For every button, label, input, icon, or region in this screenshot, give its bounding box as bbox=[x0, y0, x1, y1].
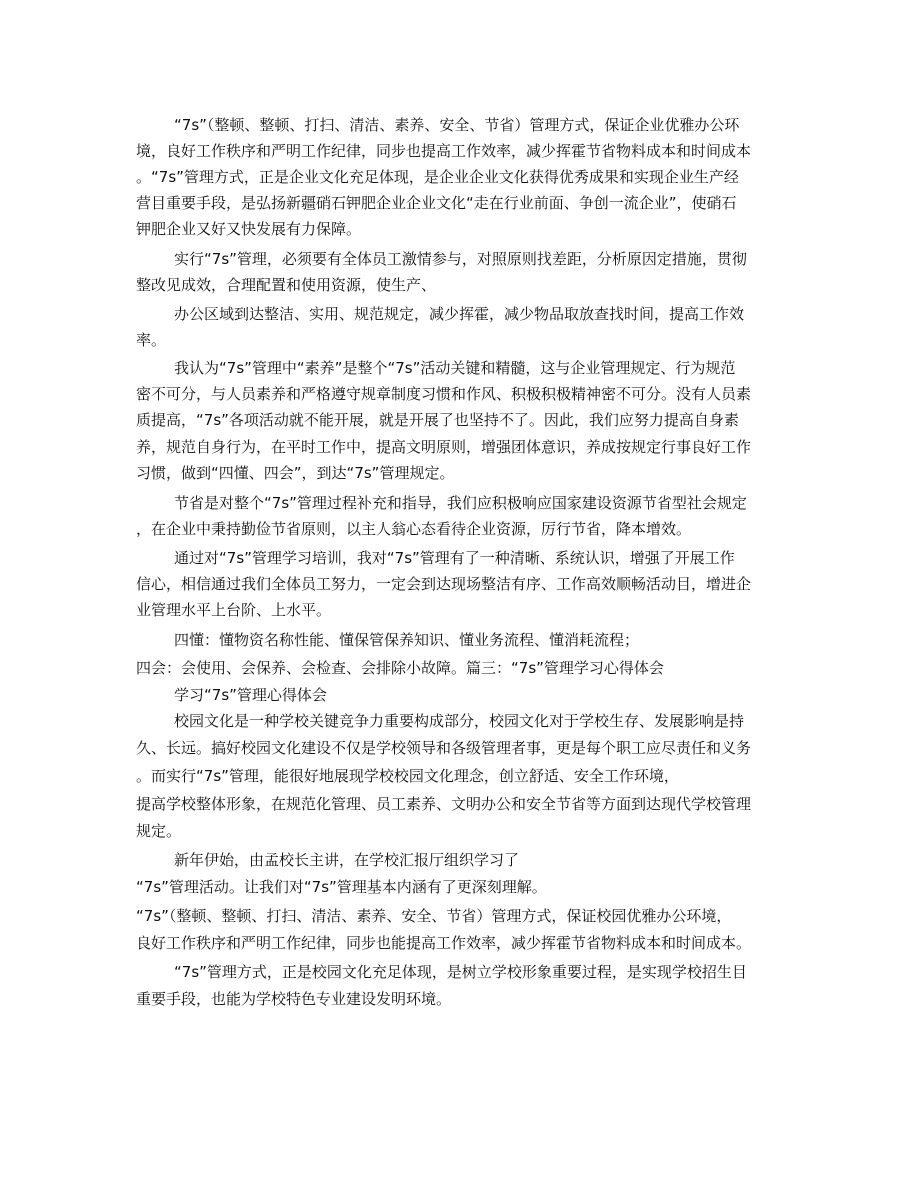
text-line: 办公区域到达整洁、实用、规范规定，减少挥霍，减少物品取放查找时间，提高工作效 bbox=[174, 305, 745, 323]
text-line: 业管理水平上台阶、上水平。 bbox=[136, 601, 332, 619]
text-line: 信心，相信通过我们全体员工努力，一定会到达现场整洁有序、工作高效顺畅活动目，增进企 bbox=[136, 575, 752, 593]
text-line: 通过对“7s”管理学习培训，我对“7s”管理有了一种清晰、系统认识，增强了开展工作 bbox=[174, 549, 735, 567]
text-line: 规定。 bbox=[136, 822, 182, 840]
text-line: “7s”管理方式，正是校园文化充足体现，是树立学校形象重要过程，是实现学校招生目 bbox=[174, 963, 747, 981]
text-line: “7s”管理活动。让我们对“7s”管理基本内涵有了更深刻理解。 bbox=[136, 878, 547, 896]
text-line: 四懂：懂物资名称性能、懂保管保养知识、懂业务流程、懂消耗流程； bbox=[174, 631, 640, 649]
section-heading: 学习“7s”管理心得体会 bbox=[174, 686, 327, 704]
text-line: 境，良好工作秩序和严明工作纪律，同步也提高工作效率，减少挥霍节省物料成本和时间成本 bbox=[136, 142, 752, 160]
text-line: 养，规范自身行为，在平时工作中，提高文明原则，增强团体意识，养成按规定行事良好工作 bbox=[136, 438, 752, 456]
text-line: 久、长远。搞好校园文化建设不仅是学校领导和各级管理者事，更是每个职工应尽责任和义务 bbox=[136, 739, 752, 757]
text-line: 习惯，做到“四懂、四会”，到达“7s”管理规定。 bbox=[136, 464, 455, 482]
text-line: “7s”（整顿、整顿、打扫、清洁、素养、安全、节省）管理方式，保证企业优雅办公环 bbox=[174, 116, 740, 134]
text-line: 良好工作秩序和严明工作纪律，同步也能提高工作效率，减少挥霍节省物料成本和时间成本。 bbox=[136, 934, 752, 952]
text-line: 重要手段，也能为学校特色专业建设发明环境。 bbox=[136, 990, 452, 1008]
text-line: 四会：会使用、会保养、会检查、会排除小故障。篇三：“7s”管理学习心得体会 bbox=[136, 659, 664, 677]
text-line: 实行“7s”管理，必须要有全体员工激情参与，对照原则找差距，分析原因定措施，贯彻 bbox=[174, 250, 747, 268]
text-line: 提高学校整体形象，在规范化管理、员工素养、文明办公和安全节省等方面到达现代学校管理 bbox=[136, 795, 752, 813]
text-line: 我认为“7s”管理中“素养”是整个“7s”活动关键和精髓，这与企业管理规定、行为规范 bbox=[174, 359, 736, 377]
text-line: ，在企业中秉持勤俭节省原则，以主人翁心态看待企业资源，厉行节省，降本增效。 bbox=[136, 520, 692, 538]
text-line: 营目重要手段，是弘扬新疆硝石钾肥企业企业文化“走在行业前面、争创一流企业”，使硝石 bbox=[136, 194, 737, 212]
text-line: 节省是对整个“7s”管理过程补充和指导，我们应积极响应国家建设资源节省型社会规定 bbox=[174, 494, 747, 512]
text-line: 。“7s”管理方式，正是企业文化充足体现，是企业企业文化获得优秀成果和实现企业生产经 bbox=[136, 168, 739, 186]
text-line: 率。 bbox=[136, 331, 167, 349]
text-line: 钾肥企业又好又快发展有力保障。 bbox=[136, 220, 362, 238]
text-line: 整改见成效，合理配置和使用资源，使生产、 bbox=[136, 276, 437, 294]
text-line: 新年伊始，由孟校长主讲，在学校汇报厅组织学习了 bbox=[174, 851, 520, 869]
text-line: 校园文化是一种学校关键竞争力重要构成部分，校园文化对于学校生存、发展影响是持 bbox=[174, 712, 745, 730]
text-line: 。而实行“7s”管理，能很好地展现学校校园文化理念，创立舒适、安全工作环境， bbox=[136, 767, 679, 785]
text-line: “7s”（整顿、整顿、打扫、清洁、素养、安全、节省）管理方式，保证校园优雅办公环境， bbox=[136, 907, 732, 925]
text-line: 密不可分，与人员素养和严格遵守规章制度习惯和作风、积极积极精神密不可分。没有人员素 bbox=[136, 385, 752, 403]
text-line: 质提高，“7s”各项活动就不能开展，就是开展了也坚持不了。因此，我们应努力提高自身素 bbox=[136, 411, 739, 429]
